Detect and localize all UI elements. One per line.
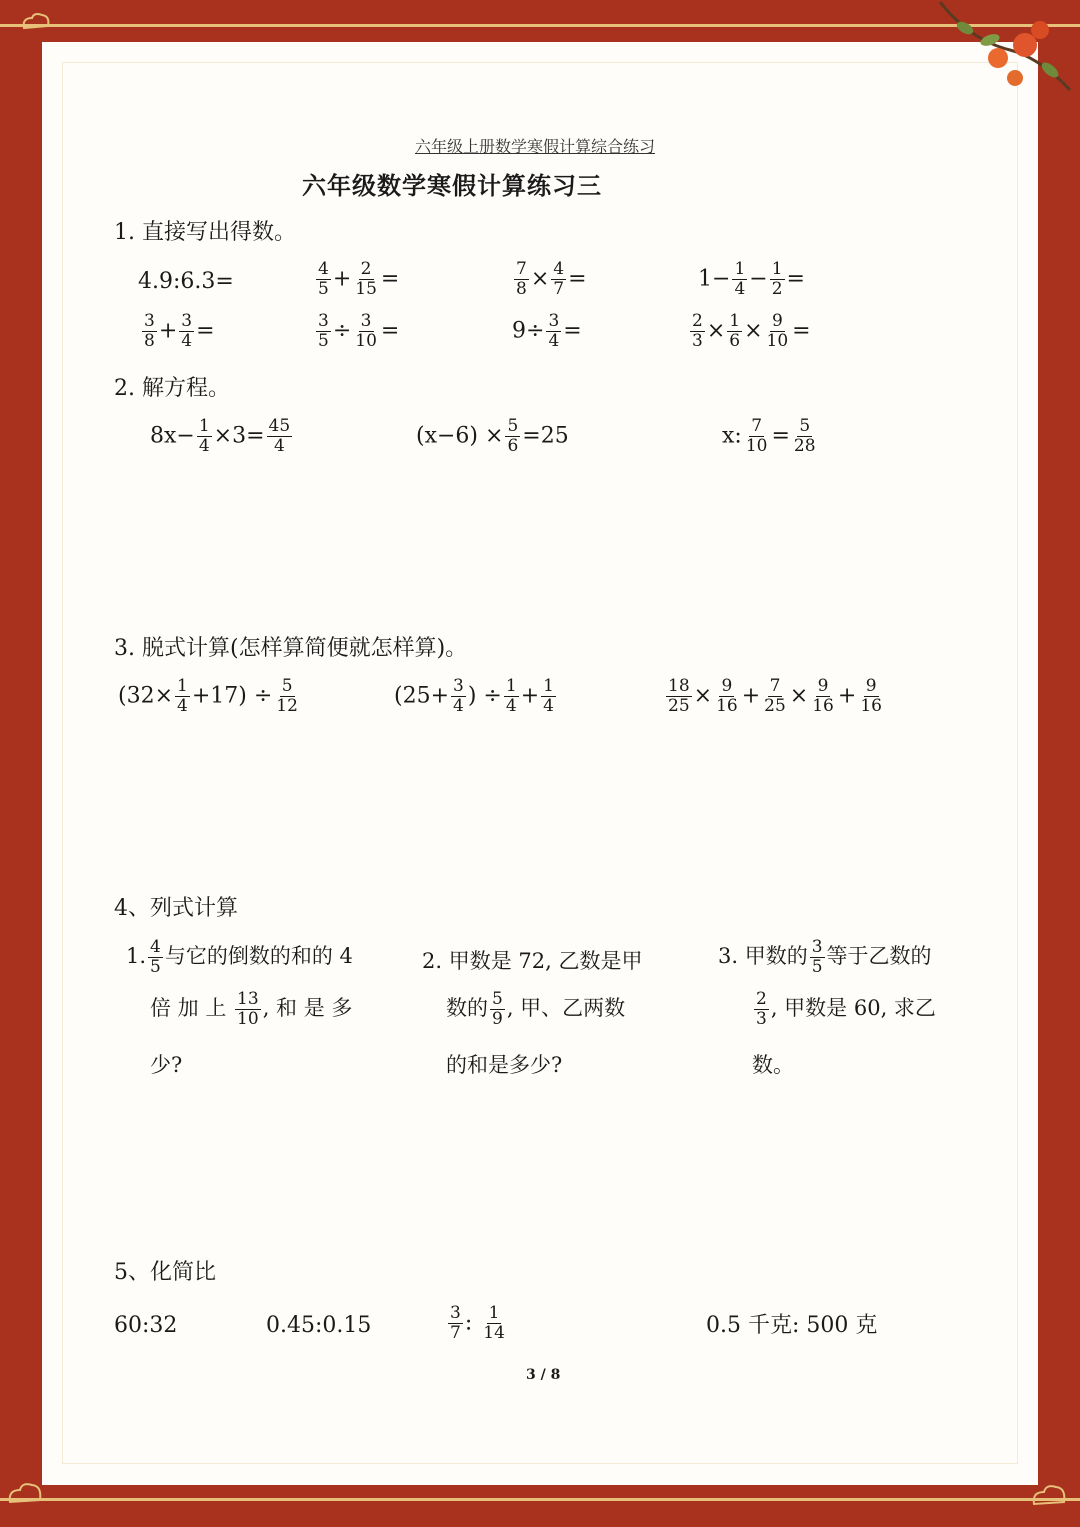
section-3-label: 3. 脱式计算(怎样算简便就怎样算)。 bbox=[114, 636, 468, 661]
s4-problem-3-line3: 数。 bbox=[752, 1053, 794, 1077]
page-number: 3 / 8 bbox=[526, 1367, 561, 1383]
s4-problem-1-line2: 倍 加 上 $\frac{13}{10}$ , 和 是 多 bbox=[150, 989, 353, 1029]
s4-problem-1-line1: 1. $\frac{4}{5}$ 与它的倒数的和的 4 bbox=[126, 937, 353, 977]
s3-expression-3: $\frac{18}{25}$ × $\frac{9}{16}$ + $\frac{7}{25}$ × $\frac{9}{16}$ + $\frac{9}{16}$ bbox=[668, 676, 882, 716]
s4-problem-1-line3: 少? bbox=[150, 1053, 183, 1077]
s1-item-b2: $\frac{3}{5}$ ÷ $\frac{3}{10}$ = bbox=[318, 311, 400, 351]
s4-problem-3-line2: $\frac{2}{3}$ , 甲数是 60, 求乙 bbox=[756, 989, 936, 1029]
s5-ratio-d: 0.5 千克: 500 克 bbox=[706, 1313, 878, 1338]
s1-item-d1: 1− $\frac{1}{4}$ − $\frac{1}{2}$ = bbox=[698, 259, 805, 299]
s2-equation-2: (x−6) × $\frac{5}{6}$ =25 bbox=[416, 416, 569, 456]
s1-item-c2: 9÷ $\frac{3}{4}$ = bbox=[512, 311, 582, 351]
section-5-label: 5、化简比 bbox=[114, 1260, 216, 1285]
s3-expression-2: (25+ $\frac{3}{4}$ ) ÷ $\frac{1}{4}$ + $\frac{1}{4}$ bbox=[394, 676, 554, 716]
cloud-ornament-icon bbox=[6, 1478, 46, 1508]
s2-equation-3: x: $\frac{7}{10}$ = $\frac{5}{28}$ bbox=[722, 416, 816, 456]
s1-item-a1: 4.9:6.3= bbox=[138, 269, 234, 294]
top-gold-line bbox=[0, 24, 1080, 27]
s1-item-c1: $\frac{7}{8}$ × $\frac{4}{7}$ = bbox=[516, 259, 587, 299]
s1-item-d2: $\frac{2}{3}$ × $\frac{1}{6}$ × $\frac{9}{10}$ = bbox=[692, 311, 811, 351]
s4-problem-2-line2: 数的 $\frac{5}{9}$ , 甲、乙两数 bbox=[446, 989, 626, 1029]
s4-problem-3-line1: 3. 甲数的 $\frac{3}{5}$ 等于乙数的 bbox=[718, 937, 932, 977]
s1-item-b1: $\frac{4}{5}$ + $\frac{2}{15}$ = bbox=[318, 259, 400, 299]
s5-ratio-a: 60:32 bbox=[114, 1313, 178, 1338]
s4-problem-2-line1: 2. 甲数是 72, 乙数是甲 bbox=[422, 949, 643, 973]
page-title: 六年级数学寒假计算练习三 bbox=[302, 172, 602, 200]
persimmon-branch-icon bbox=[930, 0, 1080, 110]
section-1-label: 1. 直接写出得数。 bbox=[114, 220, 296, 245]
s3-expression-1: (32× $\frac{1}{4}$ +17) ÷ $\frac{5}{12}$ bbox=[118, 676, 298, 716]
page-subtitle: 六年级上册数学寒假计算综合练习 bbox=[415, 137, 656, 156]
s5-ratio-b: 0.45:0.15 bbox=[266, 1313, 372, 1338]
s5-ratio-c: $\frac{3}{7}$ : $\frac{1}{14}$ bbox=[450, 1303, 505, 1343]
s4-problem-2-line3: 的和是多少? bbox=[446, 1053, 563, 1077]
bottom-gold-line bbox=[0, 1498, 1080, 1501]
s1-item-a2: $\frac{3}{8}$ + $\frac{3}{4}$ = bbox=[144, 311, 215, 351]
section-4-label: 4、列式计算 bbox=[114, 896, 238, 921]
section-2-label: 2. 解方程。 bbox=[114, 376, 230, 401]
s2-equation-1: 8x− $\frac{1}{4}$ ×3= $\frac{45}{4}$ bbox=[150, 416, 291, 456]
cloud-ornament-icon bbox=[20, 10, 52, 32]
